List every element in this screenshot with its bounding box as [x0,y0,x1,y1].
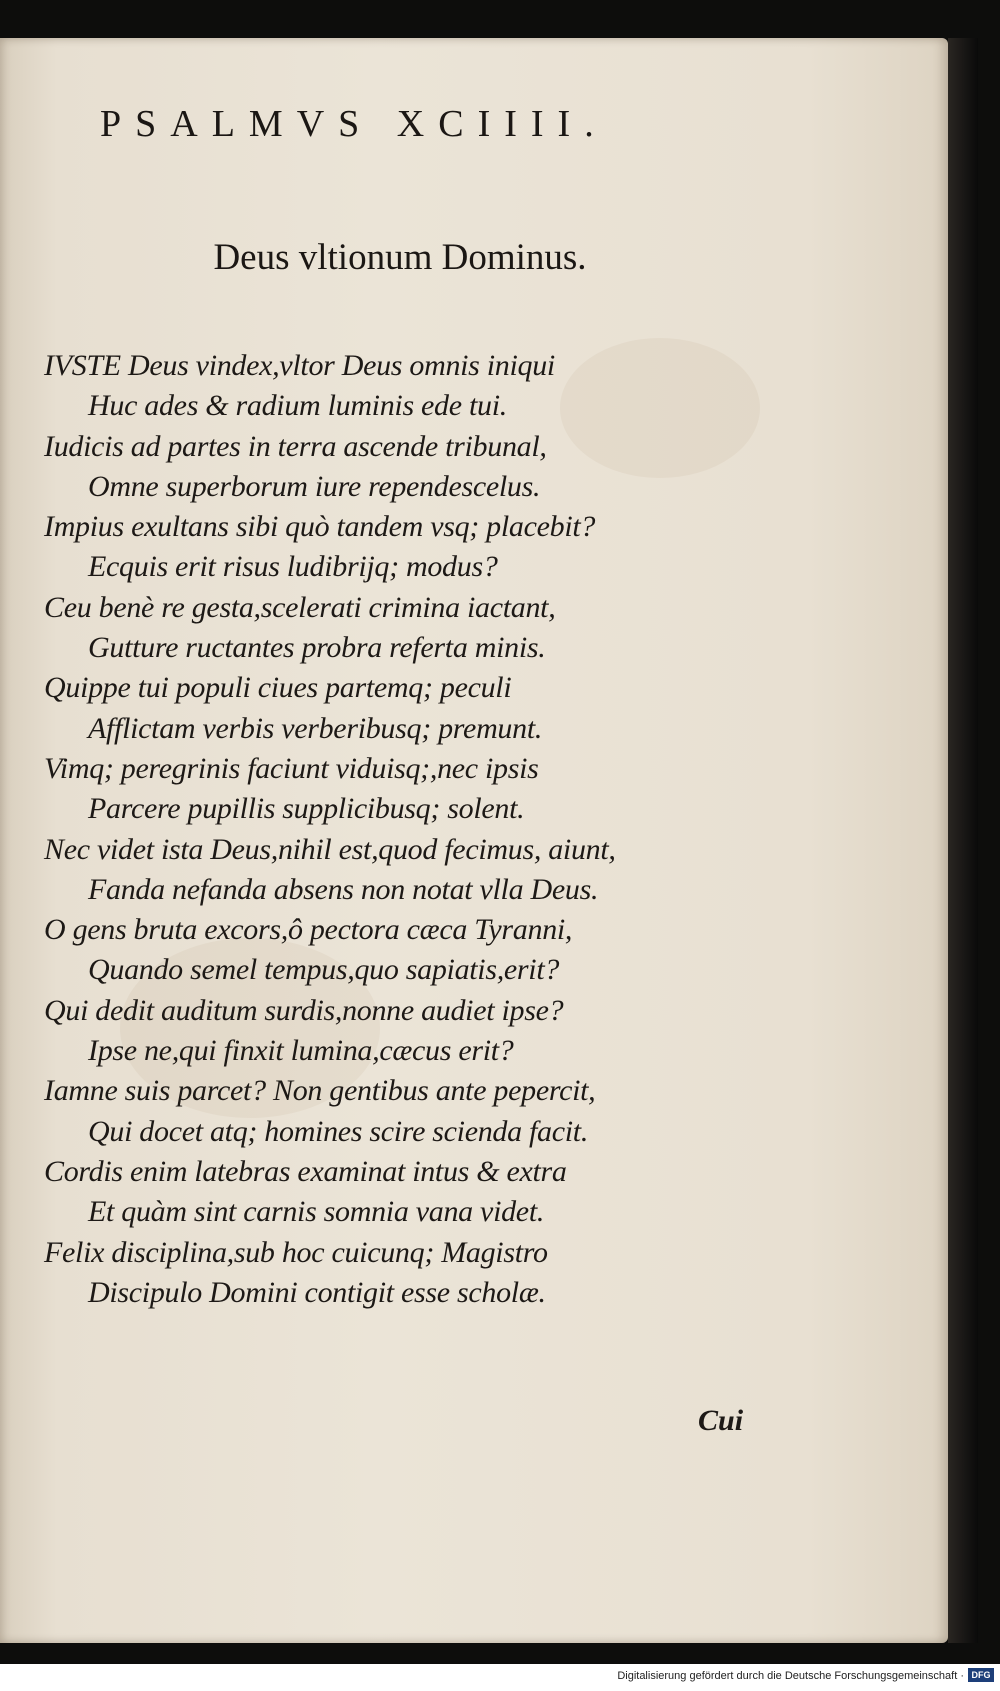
verse-line: Ipse ne,qui finxit lumina,cæcus erit? [88,1034,514,1068]
verse-line: Felix disciplina,sub hoc cuicunq; Magistro [44,1235,548,1269]
verse-line: Qui dedit auditum surdis,nonne audiet ipse? [44,993,564,1027]
verse-line: Cordis enim latebras examinat intus & extra [44,1154,567,1188]
verse-line: Discipulo Domini contigit esse scholæ. [88,1275,546,1309]
verse-line: Afflictam verbis verberibusq; premunt. [88,711,543,745]
verse-line: Et quàm sint carnis somnia vana videt. [88,1195,545,1229]
verse-line: Quippe tui populi ciues partemq; peculi [44,671,512,705]
verse-line: Gutture ructantes probra referta minis. [88,631,546,665]
page-edge-shadow [948,38,978,1643]
verse-line: Iamne suis parcet? Non gentibus ante pepercit, [44,1074,596,1108]
verse-line: Omne superborum iure rependescelus. [88,469,541,503]
verse-line: Ecquis erit risus ludibrijq; modus? [88,550,498,584]
verse-line: Vimq; peregrinis faciunt viduisq;,nec ipsis [44,751,539,785]
verse-line: O gens bruta excors,ô pectora cæca Tyranni, [44,913,573,947]
psalm-subtitle: Deus vltionum Dominus. [213,237,587,278]
running-header: PSALMVS XCIIII. [100,103,608,145]
verse-block [44,346,744,1313]
dfg-logo: DFG [968,1668,994,1682]
verse-line: Nec videt ista Deus,nihil est,quod fecimus, aiunt, [44,832,616,866]
verse-line: Qui docet atq; homines scire scienda facit. [88,1114,589,1148]
verse-line: Parcere pupillis supplicibusq; solent. [88,792,525,826]
verse-line: Huc ades & radium luminis ede tui. [88,389,507,423]
verse-line: IVSTE Deus vindex,vltor Deus omnis iniqui [44,349,555,382]
verse-line: Impius exultans sibi quò tandem vsq; placebit? [44,510,596,544]
verse-line: Ceu benè re gesta,scelerati crimina iactant, [44,590,556,624]
footer-credit: Digitalisierung gefördert durch die Deutsche Forschungsgemeinschaft · [617,1670,964,1682]
verse-line: Quando semel tempus,quo sapiatis,erit? [88,953,560,987]
verse-line: Iudicis ad partes in terra ascende tribunal, [44,429,547,463]
verse-line: Fanda nefanda absens non notat vlla Deus. [88,872,599,906]
catchword: Cui [698,1404,744,1437]
digitization-footer [0,1664,1000,1691]
